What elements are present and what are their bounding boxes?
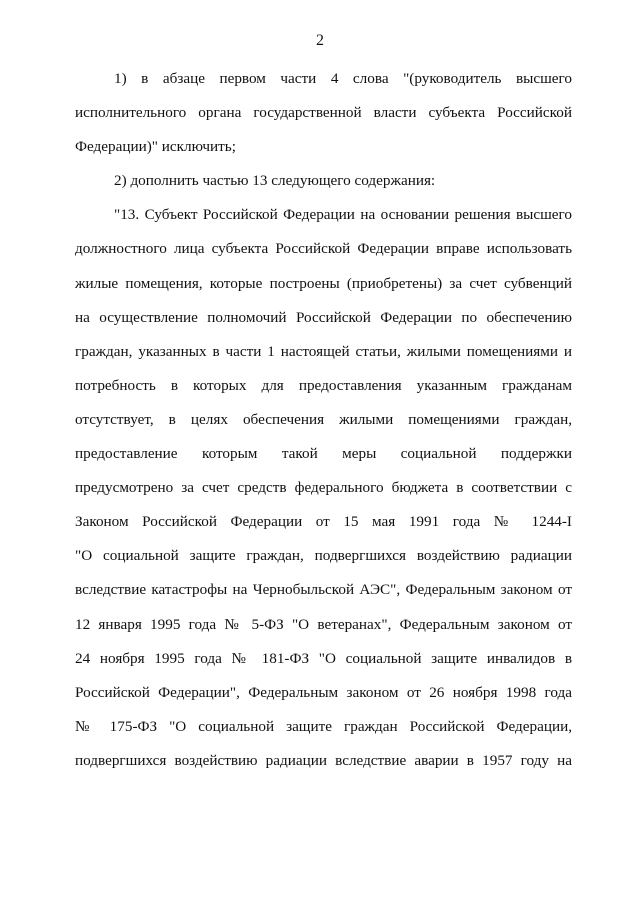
text-line: граждан, указанных в части 1 настоящей статьи, жилыми помещениями и: [75, 342, 572, 360]
text-line: Законом Российской Федерации от 15 мая 1991 года № 1244-I: [75, 513, 572, 531]
text-line: на осуществление полномочий Российской Федерации по обеспечению: [75, 308, 572, 326]
text-line: потребность в которых для предоставления указанным гражданам: [75, 376, 572, 394]
text-line: жилые помещения, которые построены (приобретены) за счет субвенций: [75, 274, 572, 292]
document-body: [75, 69, 572, 785]
text-line: предусмотрено за счет средств федерального бюджета в соответствии с: [75, 479, 572, 497]
text-line: исполнительного органа государственной власти субъекта Российской: [75, 104, 572, 122]
text-line: 1) в абзаце первом части 4 слова "(руководитель высшего: [114, 70, 572, 87]
text-line: Российской Федерации", Федеральным законом от 26 ноября 1998 года: [75, 683, 572, 701]
text-line: отсутствует, в целях обеспечения жилыми помещениями граждан,: [75, 410, 572, 428]
text-line: № 175-ФЗ "О социальной защите граждан Российской Федерации,: [75, 717, 572, 735]
text-line: должностного лица субъекта Российской Федерации вправе использовать: [75, 240, 572, 258]
page-number: 2: [316, 32, 324, 49]
text-line: предоставление которым такой меры социальной поддержки: [75, 445, 572, 463]
text-line: подвергшихся воздействию радиации вследствие аварии в 1957 году на: [75, 751, 572, 769]
text-line: 12 января 1995 года № 5-ФЗ "О ветеранах", Федеральным законом от: [75, 615, 572, 633]
text-line: "13. Субъект Российской Федерации на основании решения высшего: [114, 206, 572, 224]
text-line: вследствие катастрофы на Чернобыльской АЭС", Федеральным законом от: [75, 581, 572, 599]
text-line: 2) дополнить частью 13 следующего содержания:: [114, 172, 436, 190]
text-line: 24 ноября 1995 года № 181-ФЗ "О социальной защите инвалидов в: [75, 649, 572, 667]
text-line: "О социальной защите граждан, подвергшихся воздействию радиации: [75, 547, 572, 565]
text-line: Федерации)" исключить;: [75, 138, 236, 156]
